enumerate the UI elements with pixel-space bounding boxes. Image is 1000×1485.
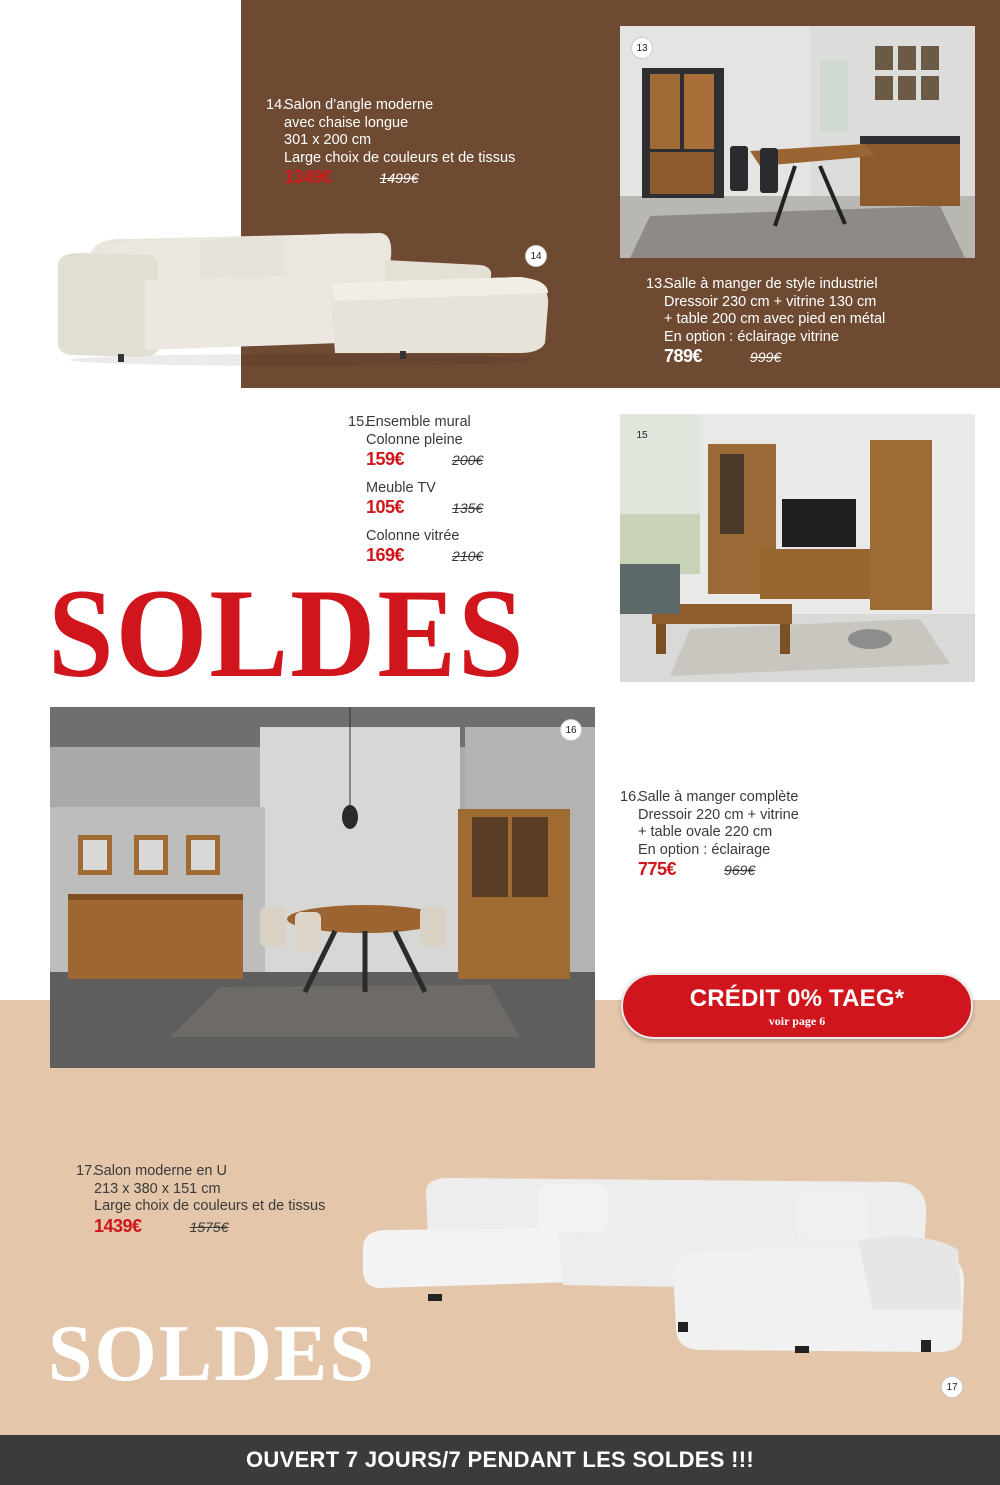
credit-subtitle: voir page 6 <box>768 1014 826 1028</box>
product-16-info <box>620 789 799 880</box>
product-title: Salon moderne en U <box>94 1163 227 1179</box>
u-shaped-sofa-image <box>358 1170 970 1360</box>
product-14-info <box>266 97 515 188</box>
old-price: 999€ <box>750 349 782 365</box>
sale-headline-secondary: SOLDES <box>48 1310 376 1398</box>
badge-14: 14 <box>525 245 547 267</box>
product-detail: En option : éclairage <box>638 841 771 858</box>
product-title: Salle à manger de style industriel <box>664 276 878 292</box>
old-price: 1499€ <box>379 170 419 186</box>
sale-price: 1349€ <box>284 167 332 187</box>
product-detail: Dressoir 230 cm + vitrine 130 cm <box>664 293 877 310</box>
product-13-info <box>646 276 885 367</box>
sale-price: 105€ <box>366 497 405 517</box>
credit-offer-button[interactable] <box>621 973 973 1039</box>
product-detail: + table ovale 220 cm <box>638 824 773 840</box>
product-detail: En option : éclairage vitrine <box>664 328 839 345</box>
product-number: 17. <box>76 1163 97 1179</box>
dining-room-13-photo <box>620 26 975 258</box>
sale-price: 775€ <box>638 859 677 879</box>
product-dimensions: 213 x 380 x 151 cm <box>94 1180 221 1197</box>
product-title: Meuble TV <box>366 479 436 496</box>
product-17-info <box>76 1163 325 1236</box>
product-title: Salle à manger complète <box>638 789 799 805</box>
product-title: Colonne vitrée <box>366 527 460 544</box>
old-price: 1575€ <box>189 1218 229 1235</box>
badge-16: 16 <box>560 719 582 741</box>
product-title: Salon d’angle moderne <box>284 97 434 113</box>
sale-price: 159€ <box>366 449 405 469</box>
product-number: 14. <box>266 97 287 113</box>
sale-price: 169€ <box>366 545 405 565</box>
dining-room-16-photo <box>50 707 595 1068</box>
badge-13: 13 <box>631 37 653 59</box>
product-title: Ensemble mural <box>366 414 471 430</box>
product-subtitle: Colonne pleine <box>366 431 463 448</box>
product-number: 16. <box>620 789 641 805</box>
product-number: 13. <box>646 276 667 292</box>
badge-17: 17 <box>941 1376 963 1398</box>
banner-text: OUVERT 7 JOURS/7 PENDANT LES SOLDES !!! <box>246 1447 754 1472</box>
corner-sofa-image <box>50 225 550 370</box>
sale-price: 1439€ <box>94 1215 142 1236</box>
sale-headline: SOLDES <box>48 562 526 704</box>
credit-title: CRÉDIT 0% TAEG* <box>689 985 905 1012</box>
product-15-info <box>348 414 483 566</box>
badge-15: 15 <box>636 429 648 441</box>
product-number: 15. <box>348 414 369 430</box>
product-detail: + table 200 cm avec pied en métal <box>664 311 886 327</box>
product-detail: Large choix de couleurs et de tissus <box>94 1198 326 1214</box>
old-price: 200€ <box>452 452 484 468</box>
product-detail: avec chaise longue <box>284 114 409 131</box>
sale-price: 789€ <box>664 346 703 366</box>
wall-unit-15-photo <box>620 414 975 682</box>
opening-hours-banner <box>0 1435 1000 1485</box>
product-dimensions: 301 x 200 cm <box>284 132 372 148</box>
old-price: 210€ <box>452 548 484 564</box>
product-detail: Dressoir 220 cm + vitrine <box>638 806 799 823</box>
old-price: 969€ <box>724 862 756 878</box>
old-price: 135€ <box>452 500 484 516</box>
product-detail: Large choix de couleurs et de tissus <box>284 149 516 166</box>
